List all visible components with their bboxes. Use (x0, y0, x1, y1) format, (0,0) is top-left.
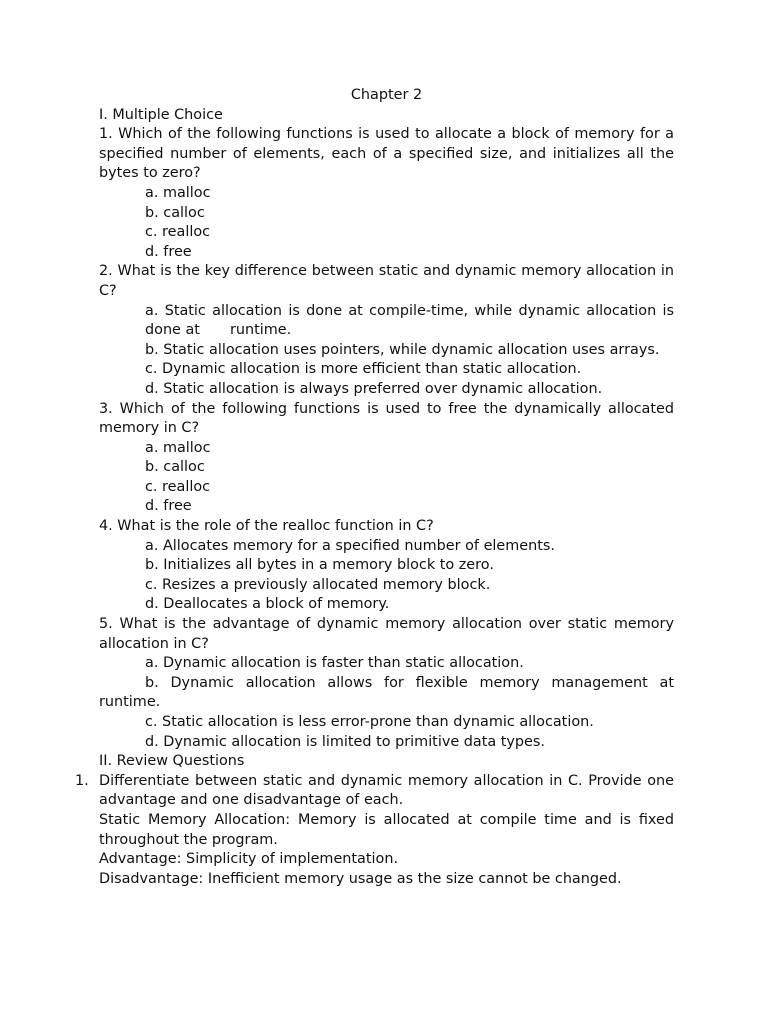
q4-option-a: a. Allocates memory for a specified number of elements. (145, 537, 555, 554)
q4-option-c: c. Resizes a previously allocated memory block. (145, 576, 491, 593)
q5-option-a: a. Dynamic allocation is faster than static allocation. (145, 655, 524, 672)
q2-option-a-continuation: runtime. (229, 322, 292, 339)
static-advantage: Advantage: Simplicity of implementation. (99, 851, 399, 868)
q2-option-c: c. Dynamic allocation is more efficient than static allocation. (145, 361, 582, 378)
q1-option-c: c. realloc (145, 224, 211, 241)
q2-option-d: d. Static allocation is always preferred over dynamic allocation. (145, 380, 603, 397)
q5-option-c: c. Static allocation is less error-prone than dynamic allocation. (145, 714, 594, 730)
q4-option-d: d. Deallocates a block of memory. (145, 596, 390, 613)
document-body (75, 86, 674, 889)
q3-option-b: b. calloc (145, 459, 205, 476)
q3-option-a: a. malloc (145, 439, 211, 456)
static-disadvantage: Disadvantage: Inefficient memory usage as the size cannot be changed. (99, 870, 622, 887)
question-2: 2. What is the key difference between static and dynamic memory allocation in C? (99, 263, 674, 299)
q1-option-b: b. calloc (145, 204, 205, 221)
q4-option-b: b. Initializes all bytes in a memory block to zero. (145, 557, 494, 574)
q1-option-a: a. malloc (145, 184, 211, 201)
review-question-1 (75, 772, 674, 811)
q2-option-a (99, 302, 674, 341)
question-3: 3. Which of the following functions is used to free the dynamically allocated memory in C? (99, 400, 674, 437)
question-5: 5. What is the advantage of dynamic memory allocation over static memory allocation in C? (99, 616, 674, 652)
section-title-review-questions: II. Review Questions (99, 753, 245, 770)
review-question-number: 1. (75, 772, 89, 789)
section-title-multiple-choice: I. Multiple Choice (99, 106, 223, 123)
q5-option-d: d. Dynamic allocation is limited to primitive data types. (145, 733, 545, 750)
chapter-title: Chapter 2 (350, 87, 423, 103)
q1-option-d: d. free (145, 243, 192, 260)
static-allocation-definition: Static Memory Allocation: Memory is allocated at compile time and is fixed throughout the program. (99, 811, 674, 848)
q3-option-c: c. realloc (145, 478, 211, 495)
q3-option-d: d. free (145, 498, 192, 515)
question-4: 4. What is the role of the realloc function in C? (99, 518, 434, 535)
q2-option-a-text: a. Static allocation is done at compile-time, while dynamic allocation is done at (145, 302, 674, 339)
review-question-text: Differentiate between static and dynamic memory allocation in C. Provide one advantage and one disadvantage of each. (99, 772, 674, 809)
q2-option-b: b. Static allocation uses pointers, while dynamic allocation uses arrays. (145, 341, 660, 358)
question-1: 1. Which of the following functions is used to allocate a block of memory for a specified number of elements, each of a specified size, and initializes all the bytes to zero? (99, 126, 674, 182)
q5-option-b: b. Dynamic allocation allows for flexible memory management at runtime. (99, 674, 674, 711)
